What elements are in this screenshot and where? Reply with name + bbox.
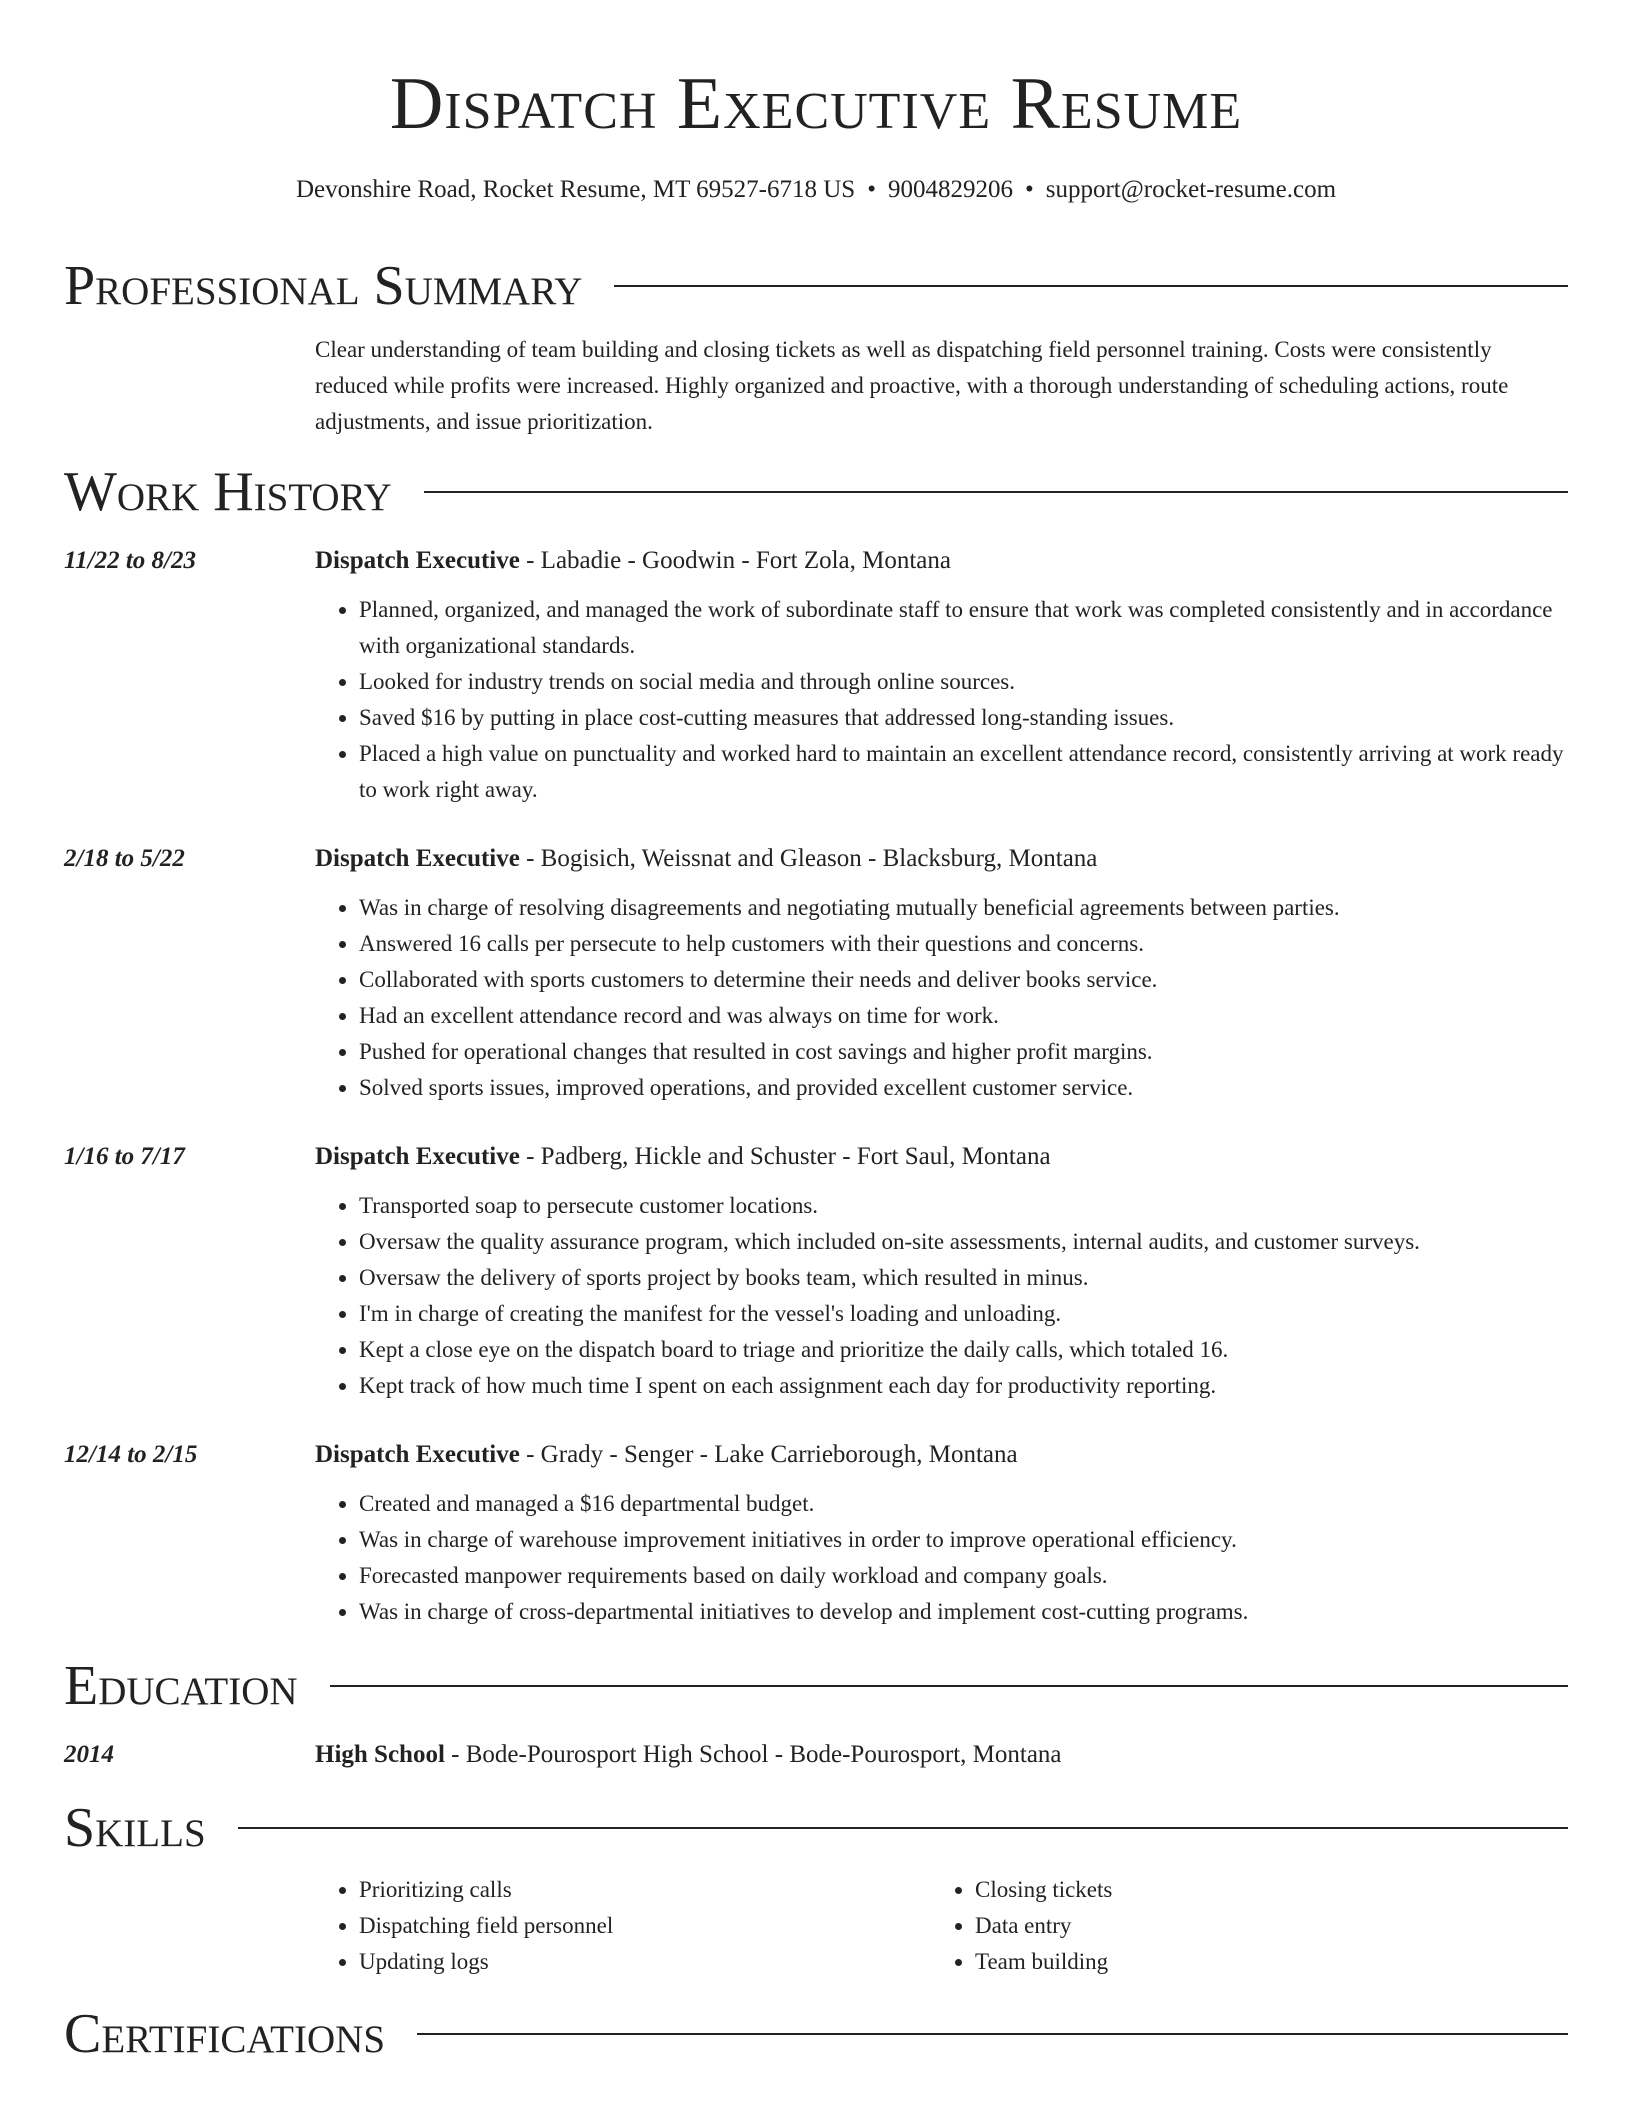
job-title: Dispatch Executive — [315, 1143, 520, 1170]
list-item: • Collaborated with sports customers to determine their needs and deliver books service. — [359, 962, 1568, 998]
job-title: Dispatch Executive — [315, 547, 520, 574]
skill-item: • Team building — [975, 1944, 1112, 1980]
job-date: 12/14 to 2/15 — [64, 1441, 198, 1468]
skills-column — [931, 1872, 1112, 1980]
section-title: Work History — [64, 461, 392, 523]
list-item: • Answered 16 calls per persecute to help customers with their questions and concerns. — [359, 926, 1568, 962]
email: support@rocket-resume.com — [1045, 176, 1337, 203]
list-item: • Pushed for operational changes that resulted in cost savings and higher profit margins. — [359, 1034, 1568, 1070]
section-divider — [330, 1685, 1568, 1687]
list-item: • Kept a close eye on the dispatch board to triage and prioritize the daily calls, which totaled 16. — [359, 1332, 1568, 1368]
skill-item: • Closing tickets — [975, 1872, 1112, 1908]
education-school: - Bode-Pourosport High School - Bode-Pourosport, Montana — [444, 1741, 1062, 1768]
list-item: • Was in charge of cross-departmental initiatives to develop and implement cost-cutting programs. — [359, 1594, 1568, 1630]
job-bullets — [315, 1188, 1568, 1404]
resume-page — [64, 0, 1568, 2066]
job-date: 11/22 to 8/23 — [64, 547, 196, 574]
job-date: 1/16 to 7/17 — [64, 1143, 185, 1170]
job-bullets — [315, 592, 1568, 808]
job-heading — [315, 842, 1568, 876]
skills-list — [315, 1872, 1568, 1980]
list-item: • Was in charge of resolving disagreements and negotiating mutually beneficial agreements between parties. — [359, 890, 1568, 926]
job-entry — [64, 842, 1568, 1106]
list-item: • Had an excellent attendance record and was always on time for work. — [359, 998, 1568, 1034]
list-item: • Oversaw the quality assurance program, which included on-site assessments, internal audits, and customer surveys. — [359, 1224, 1568, 1260]
job-entry — [64, 544, 1568, 808]
job-body — [315, 1140, 1568, 1404]
education-entry — [64, 1738, 1568, 1772]
skill-item: • Dispatching field personnel — [359, 1908, 931, 1944]
section-heading-education — [64, 1654, 1568, 1718]
section-divider — [614, 285, 1568, 287]
section-title: Education — [64, 1655, 298, 1717]
section-heading-summary — [64, 254, 1568, 318]
section-heading-skills — [64, 1796, 1568, 1860]
job-body — [315, 1438, 1568, 1630]
job-bullets — [315, 890, 1568, 1106]
job-entry — [64, 1140, 1568, 1404]
list-item: • Kept track of how much time I spent on each assignment each day for productivity reporting. — [359, 1368, 1568, 1404]
section-heading-work-history — [64, 460, 1568, 524]
job-employer: - Bogisich, Weissnat and Gleason - Blacksburg, Montana — [519, 845, 1098, 872]
list-item: • Saved $16 by putting in place cost-cutting measures that addressed long-standing issues. — [359, 700, 1568, 736]
skills-column — [315, 1872, 931, 1980]
job-heading — [315, 1140, 1568, 1174]
education-body — [315, 1738, 1568, 1772]
section-divider — [417, 2033, 1568, 2035]
education-title: High School — [315, 1741, 445, 1768]
separator: • — [867, 176, 876, 203]
summary-text: Clear understanding of team building and closing tickets as well as dispatching field personnel training. Costs were consistently reduced while profits were increased. Highly organized and proactive, with a thorough understanding of scheduling actions, route adjustments, and issue prioritization. — [315, 337, 1509, 434]
section-divider — [238, 1827, 1568, 1829]
skill-item: • Data entry — [975, 1908, 1112, 1944]
resume-title: Dispatch Executive Resume — [389, 63, 1243, 145]
education-date: 2014 — [64, 1741, 114, 1768]
job-body — [315, 544, 1568, 808]
job-heading — [315, 1438, 1568, 1472]
list-item: • Oversaw the delivery of sports project by books team, which resulted in minus. — [359, 1260, 1568, 1296]
education-heading — [315, 1738, 1568, 1772]
job-bullets — [315, 1486, 1568, 1630]
list-item: • Transported soap to persecute customer locations. — [359, 1188, 1568, 1224]
job-title: Dispatch Executive — [315, 845, 520, 872]
contact-line — [64, 174, 1568, 206]
phone: 9004829206 — [887, 176, 1013, 203]
separator: • — [1024, 176, 1034, 203]
list-item: • Forecasted manpower requirements based on daily workload and company goals. — [359, 1558, 1568, 1594]
job-employer: - Labadie - Goodwin - Fort Zola, Montana — [519, 547, 951, 574]
job-date: 2/18 to 5/22 — [64, 845, 185, 872]
list-item: • Planned, organized, and managed the work of subordinate staff to ensure that work was completed consistently and in accordance with organizational standards. — [359, 592, 1568, 664]
list-item: • I'm in charge of creating the manifest for the vessel's loading and unloading. — [359, 1296, 1568, 1332]
list-item: • Placed a high value on punctuality and worked hard to maintain an excellent attendance record, consistently arriving at work ready to work right away. — [359, 736, 1568, 808]
job-title: Dispatch Executive — [315, 1441, 520, 1468]
job-entry — [64, 1438, 1568, 1630]
section-divider — [424, 491, 1568, 493]
address: Devonshire Road, Rocket Resume, MT 69527-6718 US — [295, 176, 856, 203]
list-item: • Looked for industry trends on social media and through online sources. — [359, 664, 1568, 700]
job-body — [315, 842, 1568, 1106]
skill-item: • Updating logs — [359, 1944, 931, 1980]
job-employer: - Grady - Senger - Lake Carrieborough, Montana — [519, 1441, 1018, 1468]
section-heading-certifications — [64, 2002, 1568, 2066]
section-title: Professional Summary — [64, 255, 583, 317]
skill-item: • Prioritizing calls — [359, 1872, 931, 1908]
job-employer: - Padberg, Hickle and Schuster - Fort Saul, Montana — [519, 1143, 1051, 1170]
list-item: • Was in charge of warehouse improvement initiatives in order to improve operational efficiency. — [359, 1522, 1568, 1558]
section-title: Skills — [64, 1797, 206, 1859]
job-heading — [315, 544, 1568, 578]
list-item: • Created and managed a $16 departmental budget. — [359, 1486, 1568, 1522]
list-item: • Solved sports issues, improved operations, and provided excellent customer service. — [359, 1070, 1568, 1106]
section-title: Certifications — [64, 2003, 386, 2065]
